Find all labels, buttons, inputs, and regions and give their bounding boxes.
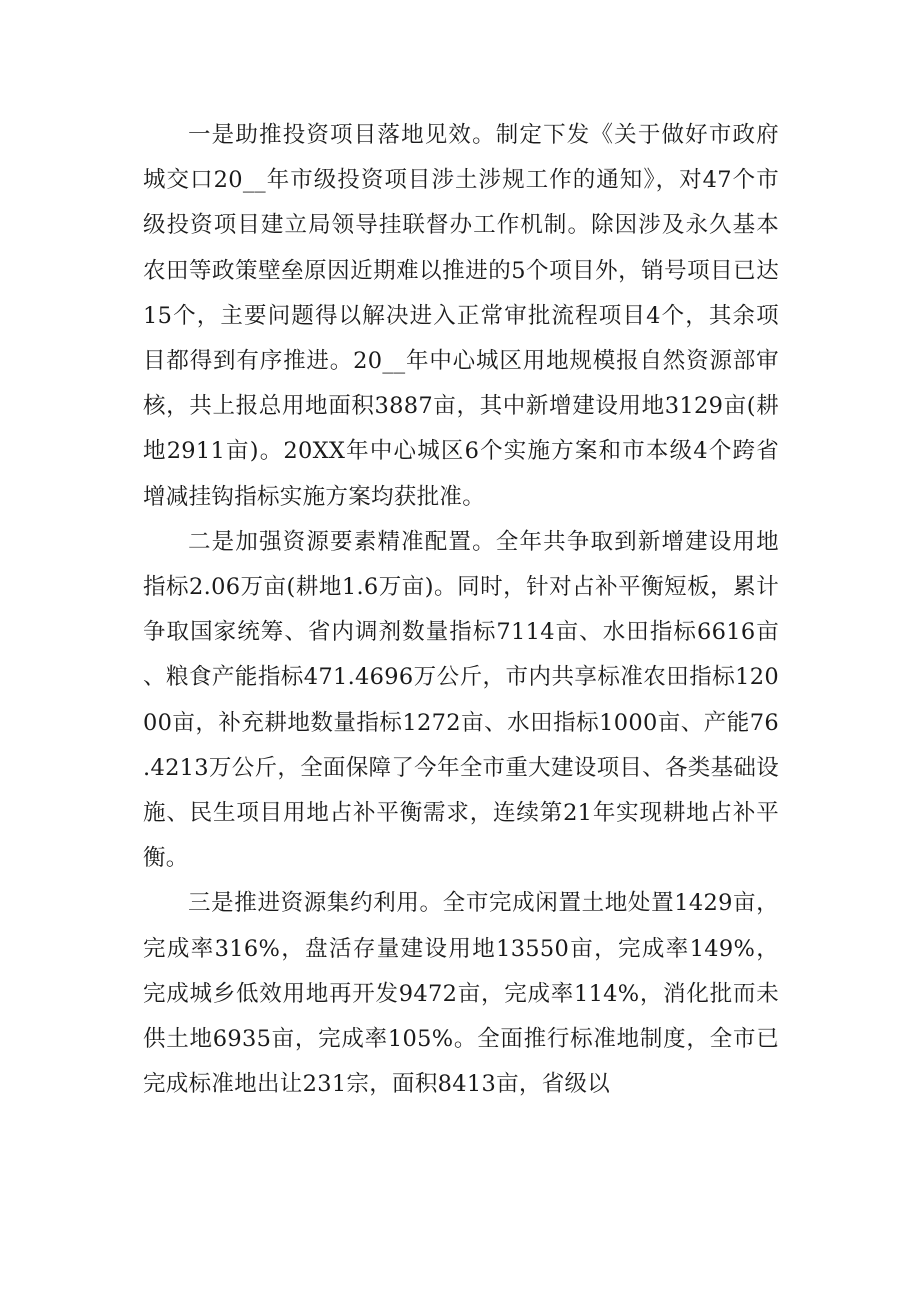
paragraph-2: 二是加强资源要素精准配置。全年共争取到新增建设用地指标2.06万亩(耕地1.6万亩)。同时，针对占补平衡短板，累计争取国家统筹、省内调剂数量指标7114亩、水田指标6616亩、粮食产能指标471.4696万公斤，市内共享标准农田指标12000亩，补充耕地数量指标1272亩、水田指标1000亩、产能76.4213万公斤，全面保障了今年全市重大建设项目、各类基础设施、民生项目用地占补平衡需求，连续第21年实现耕地占补平衡。 (143, 528, 779, 872)
paragraph-3: 三是推进资源集约利用。全市完成闲置土地处置1429亩，完成率316%，盘活存量建设用地13550亩，完成率149%，完成城乡低效用地再开发9472亩，完成率114%，消化批而未供土地6935亩，完成率105%。全面推行标准地制度，全市已完成标准地出让231宗，面积8413亩，省级以 (143, 890, 779, 1098)
paragraph-1: 一是助推投资项目落地见效。制定下发《关于做好市政府城交口20__年市级投资项目涉土涉规工作的通知》，对47个市级投资项目建立局领导挂联督办工作机制。除因涉及永久基本农田等政策壁垒原因近期难以推进的5个项目外，销号项目已达15个，主要问题得以解决进入正常审批流程项目4个，其余项目都得到有序推进。20__年中心城区用地规模报自然资源部审核，共上报总用地面积3887亩，其中新增建设用地3129亩(耕地2911亩)。20XX年中心城区6个实施方案和市本级4个跨省增减挂钩指标实施方案均获批准。 (143, 122, 779, 510)
document-body (143, 113, 779, 1107)
